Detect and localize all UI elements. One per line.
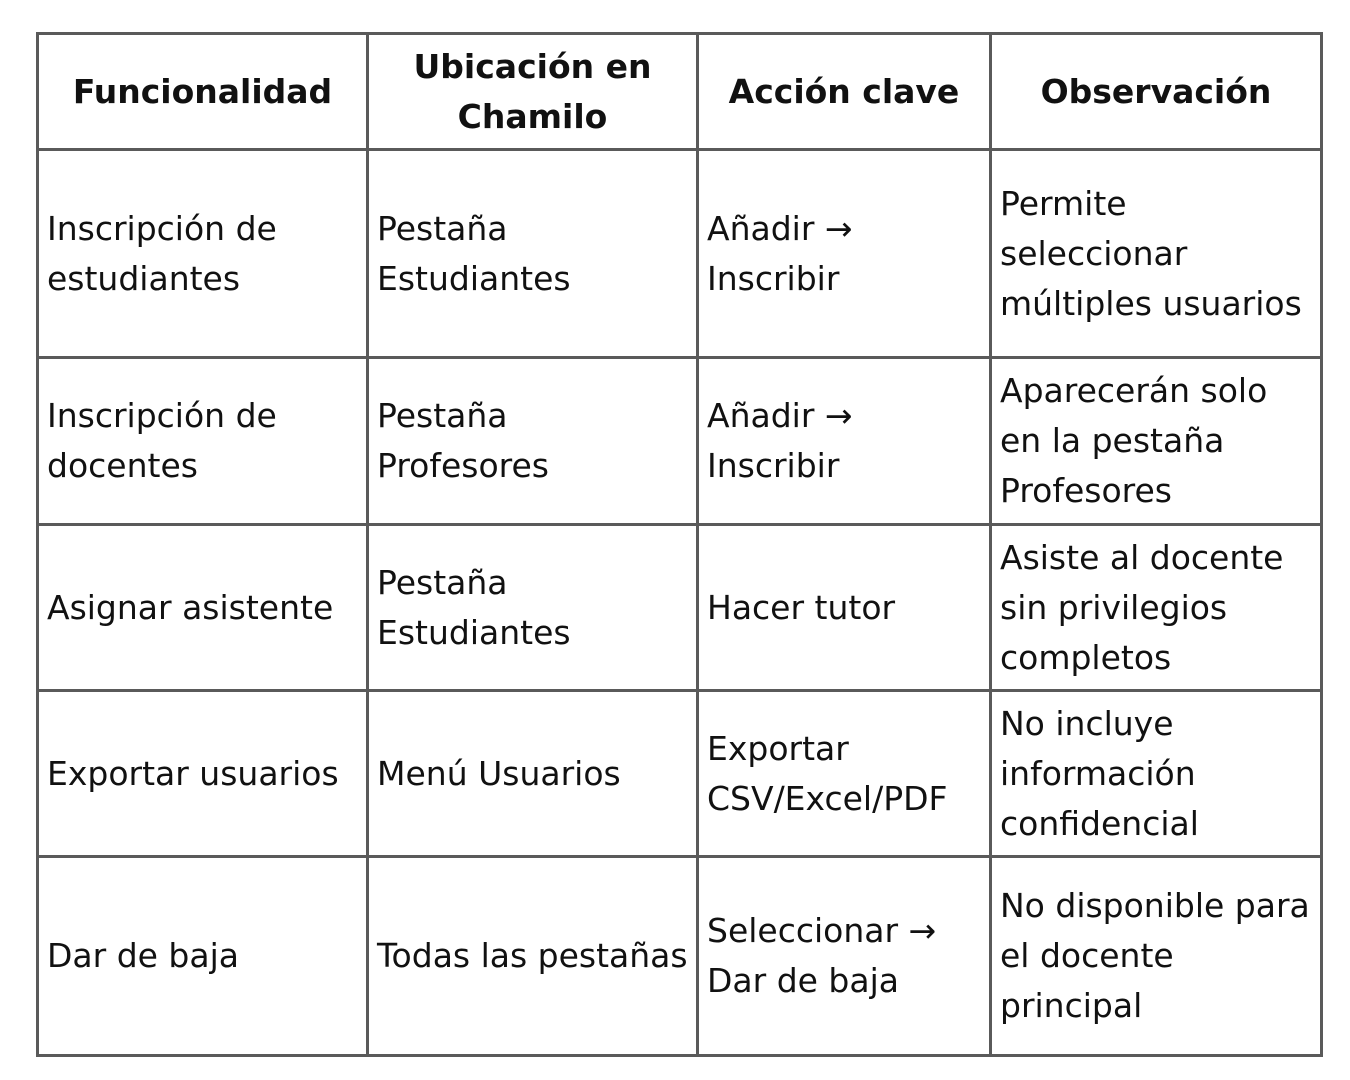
table-cell-funcionalidad: Inscripción de estudiantes bbox=[38, 150, 368, 358]
table-row bbox=[38, 358, 1322, 525]
table-cell-observacion: No disponible para el docente principal bbox=[991, 857, 1322, 1056]
table-row bbox=[38, 691, 1322, 857]
table-cell-observacion: Aparecerán solo en la pestaña Profesores bbox=[991, 358, 1322, 525]
table-cell-accion: Seleccionar → Dar de baja bbox=[698, 857, 991, 1056]
table-row bbox=[38, 150, 1322, 358]
table-cell-funcionalidad: Inscripción de docentes bbox=[38, 358, 368, 525]
table-cell-ubicacion: Todas las pestañas bbox=[368, 857, 698, 1056]
table-cell-funcionalidad: Dar de baja bbox=[38, 857, 368, 1056]
table-cell-accion: Exportar CSV/Excel/PDF bbox=[698, 691, 991, 857]
table-cell-accion: Añadir → Inscribir bbox=[698, 150, 991, 358]
table-cell-funcionalidad: Exportar usuarios bbox=[38, 691, 368, 857]
table-row bbox=[38, 857, 1322, 1056]
column-header-accion-clave: Acción clave bbox=[698, 34, 991, 150]
table-cell-observacion: Permite seleccionar múltiples usuarios bbox=[991, 150, 1322, 358]
table-header-row bbox=[38, 34, 1322, 150]
table-cell-accion: Añadir → Inscribir bbox=[698, 358, 991, 525]
table-cell-accion: Hacer tutor bbox=[698, 525, 991, 691]
column-header-ubicacion: Ubicación en Chamilo bbox=[368, 34, 698, 150]
column-header-observacion: Observación bbox=[991, 34, 1322, 150]
column-header-funcionalidad: Funcionalidad bbox=[38, 34, 368, 150]
table-cell-ubicacion: Menú Usuarios bbox=[368, 691, 698, 857]
table-cell-ubicacion: Pestaña Estudiantes bbox=[368, 525, 698, 691]
functionality-table bbox=[36, 32, 1323, 1057]
table-cell-funcionalidad: Asignar asistente bbox=[38, 525, 368, 691]
table-row bbox=[38, 525, 1322, 691]
table-cell-ubicacion: Pestaña Profesores bbox=[368, 358, 698, 525]
table-cell-ubicacion: Pestaña Estudiantes bbox=[368, 150, 698, 358]
table-cell-observacion: Asiste al docente sin privilegios completos bbox=[991, 525, 1322, 691]
table-cell-observacion: No incluye información confidencial bbox=[991, 691, 1322, 857]
